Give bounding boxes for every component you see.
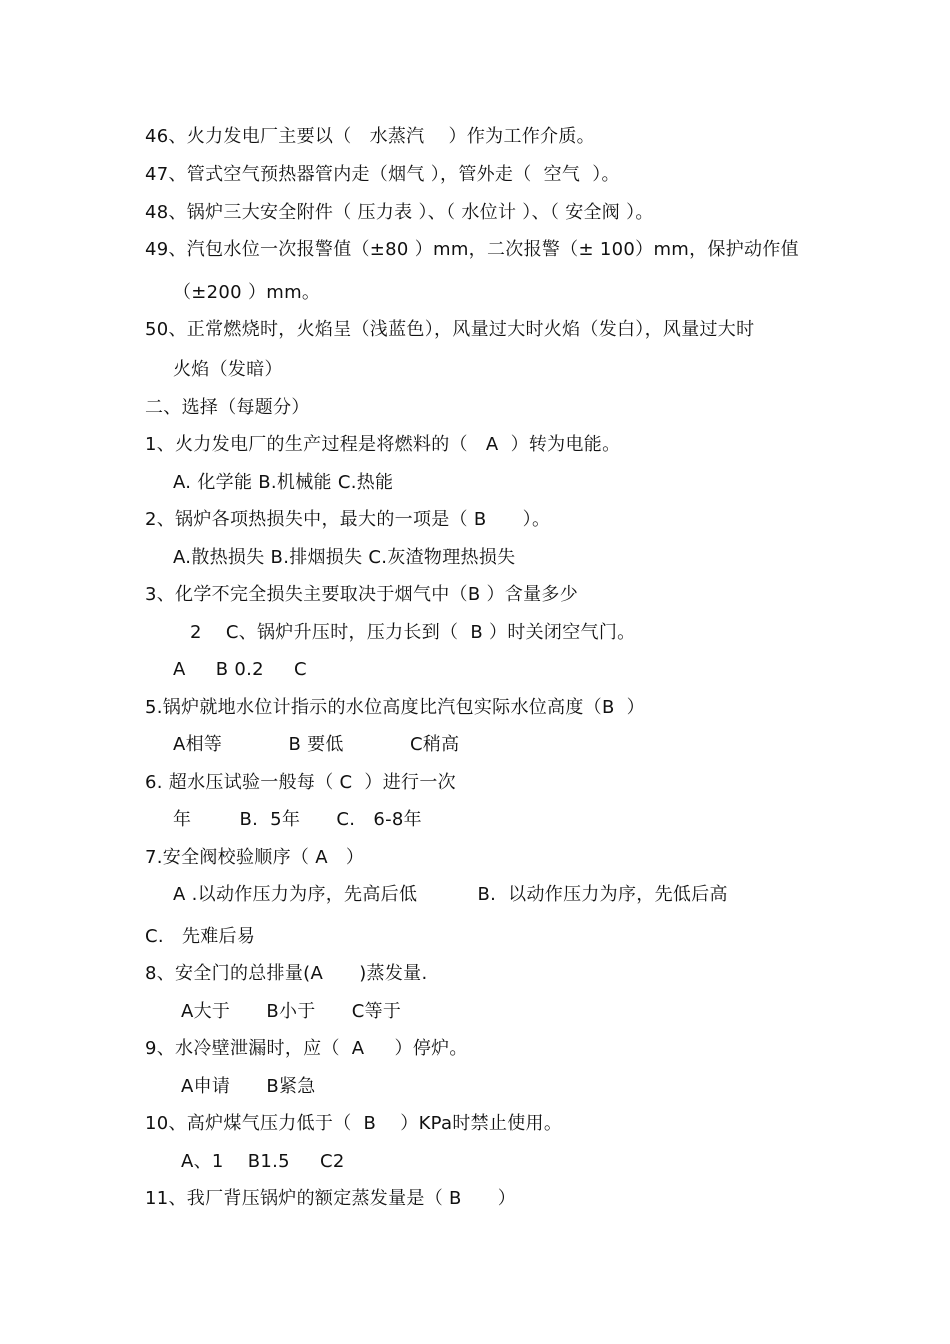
q50: 50、正常燃烧时，火焰呈（浅蓝色），风量过大时火焰（发白），风量过大时 <box>145 319 755 340</box>
mc2-options: A.散热损失 B.排烟损失 C.灰渣物理热损失 <box>173 547 516 568</box>
mc7-options: A .以动作压力为序，先高后低 B. 以动作压力为序，先低后高 <box>173 884 728 905</box>
mc4-options: A B 0.2 C <box>173 659 307 680</box>
mc11: 11、我厂背压锅炉的额定蒸发量是（ B ） <box>145 1188 517 1209</box>
mc5-options: A相等 B 要低 C稍高 <box>173 734 460 755</box>
mc9-options: A申请 B紧急 <box>181 1076 316 1097</box>
q49-cont: （±200 ）mm。 <box>173 282 321 303</box>
mc4: 2 C、锅炉升压时，压力长到（ B ）时关闭空气门。 <box>190 622 636 643</box>
mc8: 8、安全门的总排量(A )蒸发量. <box>145 963 428 984</box>
q49: 49、汽包水位一次报警值（±80 ）mm，二次报警（± 100）mm，保护动作值 <box>145 239 799 260</box>
mc7-option-c: C. 先难后易 <box>145 926 256 947</box>
q48: 48、锅炉三大安全附件（ 压力表 ）、（ 水位计 ）、（ 安全阀 ）。 <box>145 202 654 223</box>
mc3: 3、化学不完全损失主要取决于烟气中（B ）含量多少 <box>145 584 579 605</box>
mc7: 7.安全阀校验顺序（ A ） <box>145 847 365 868</box>
q47: 47、管式空气预热器管内走（烟气 ），管外走（ 空气 ）。 <box>145 164 620 185</box>
mc6-options: 年 B. 5年 C. 6-8年 <box>173 809 422 830</box>
mc9: 9、水冷壁泄漏时，应（ A ）停炉。 <box>145 1038 468 1059</box>
mc8-options: A大于 B小于 C等于 <box>181 1001 402 1022</box>
mc5: 5.锅炉就地水位计指示的水位高度比汽包实际水位高度（B ） <box>145 697 645 718</box>
mc10-options: A、1 B1.5 C2 <box>181 1151 345 1172</box>
q46: 46、火力发电厂主要以（ 水蒸汽 ）作为工作介质。 <box>145 126 595 147</box>
q50-cont: 火焰（发暗） <box>173 359 283 380</box>
mc1-options: A. 化学能 B.机械能 C.热能 <box>173 472 394 493</box>
mc6: 6. 超水压试验一般每（ C ）进行一次 <box>145 772 456 793</box>
mc1: 1、火力发电厂的生产过程是将燃料的（ A ）转为电能。 <box>145 434 621 455</box>
section-heading: 二、选择（每题分） <box>145 397 310 418</box>
mc2: 2、锅炉各项热损失中，最大的一项是（ B ）。 <box>145 509 551 530</box>
mc10: 10、高炉煤气压力低于（ B ）KPa时禁止使用。 <box>145 1113 563 1134</box>
